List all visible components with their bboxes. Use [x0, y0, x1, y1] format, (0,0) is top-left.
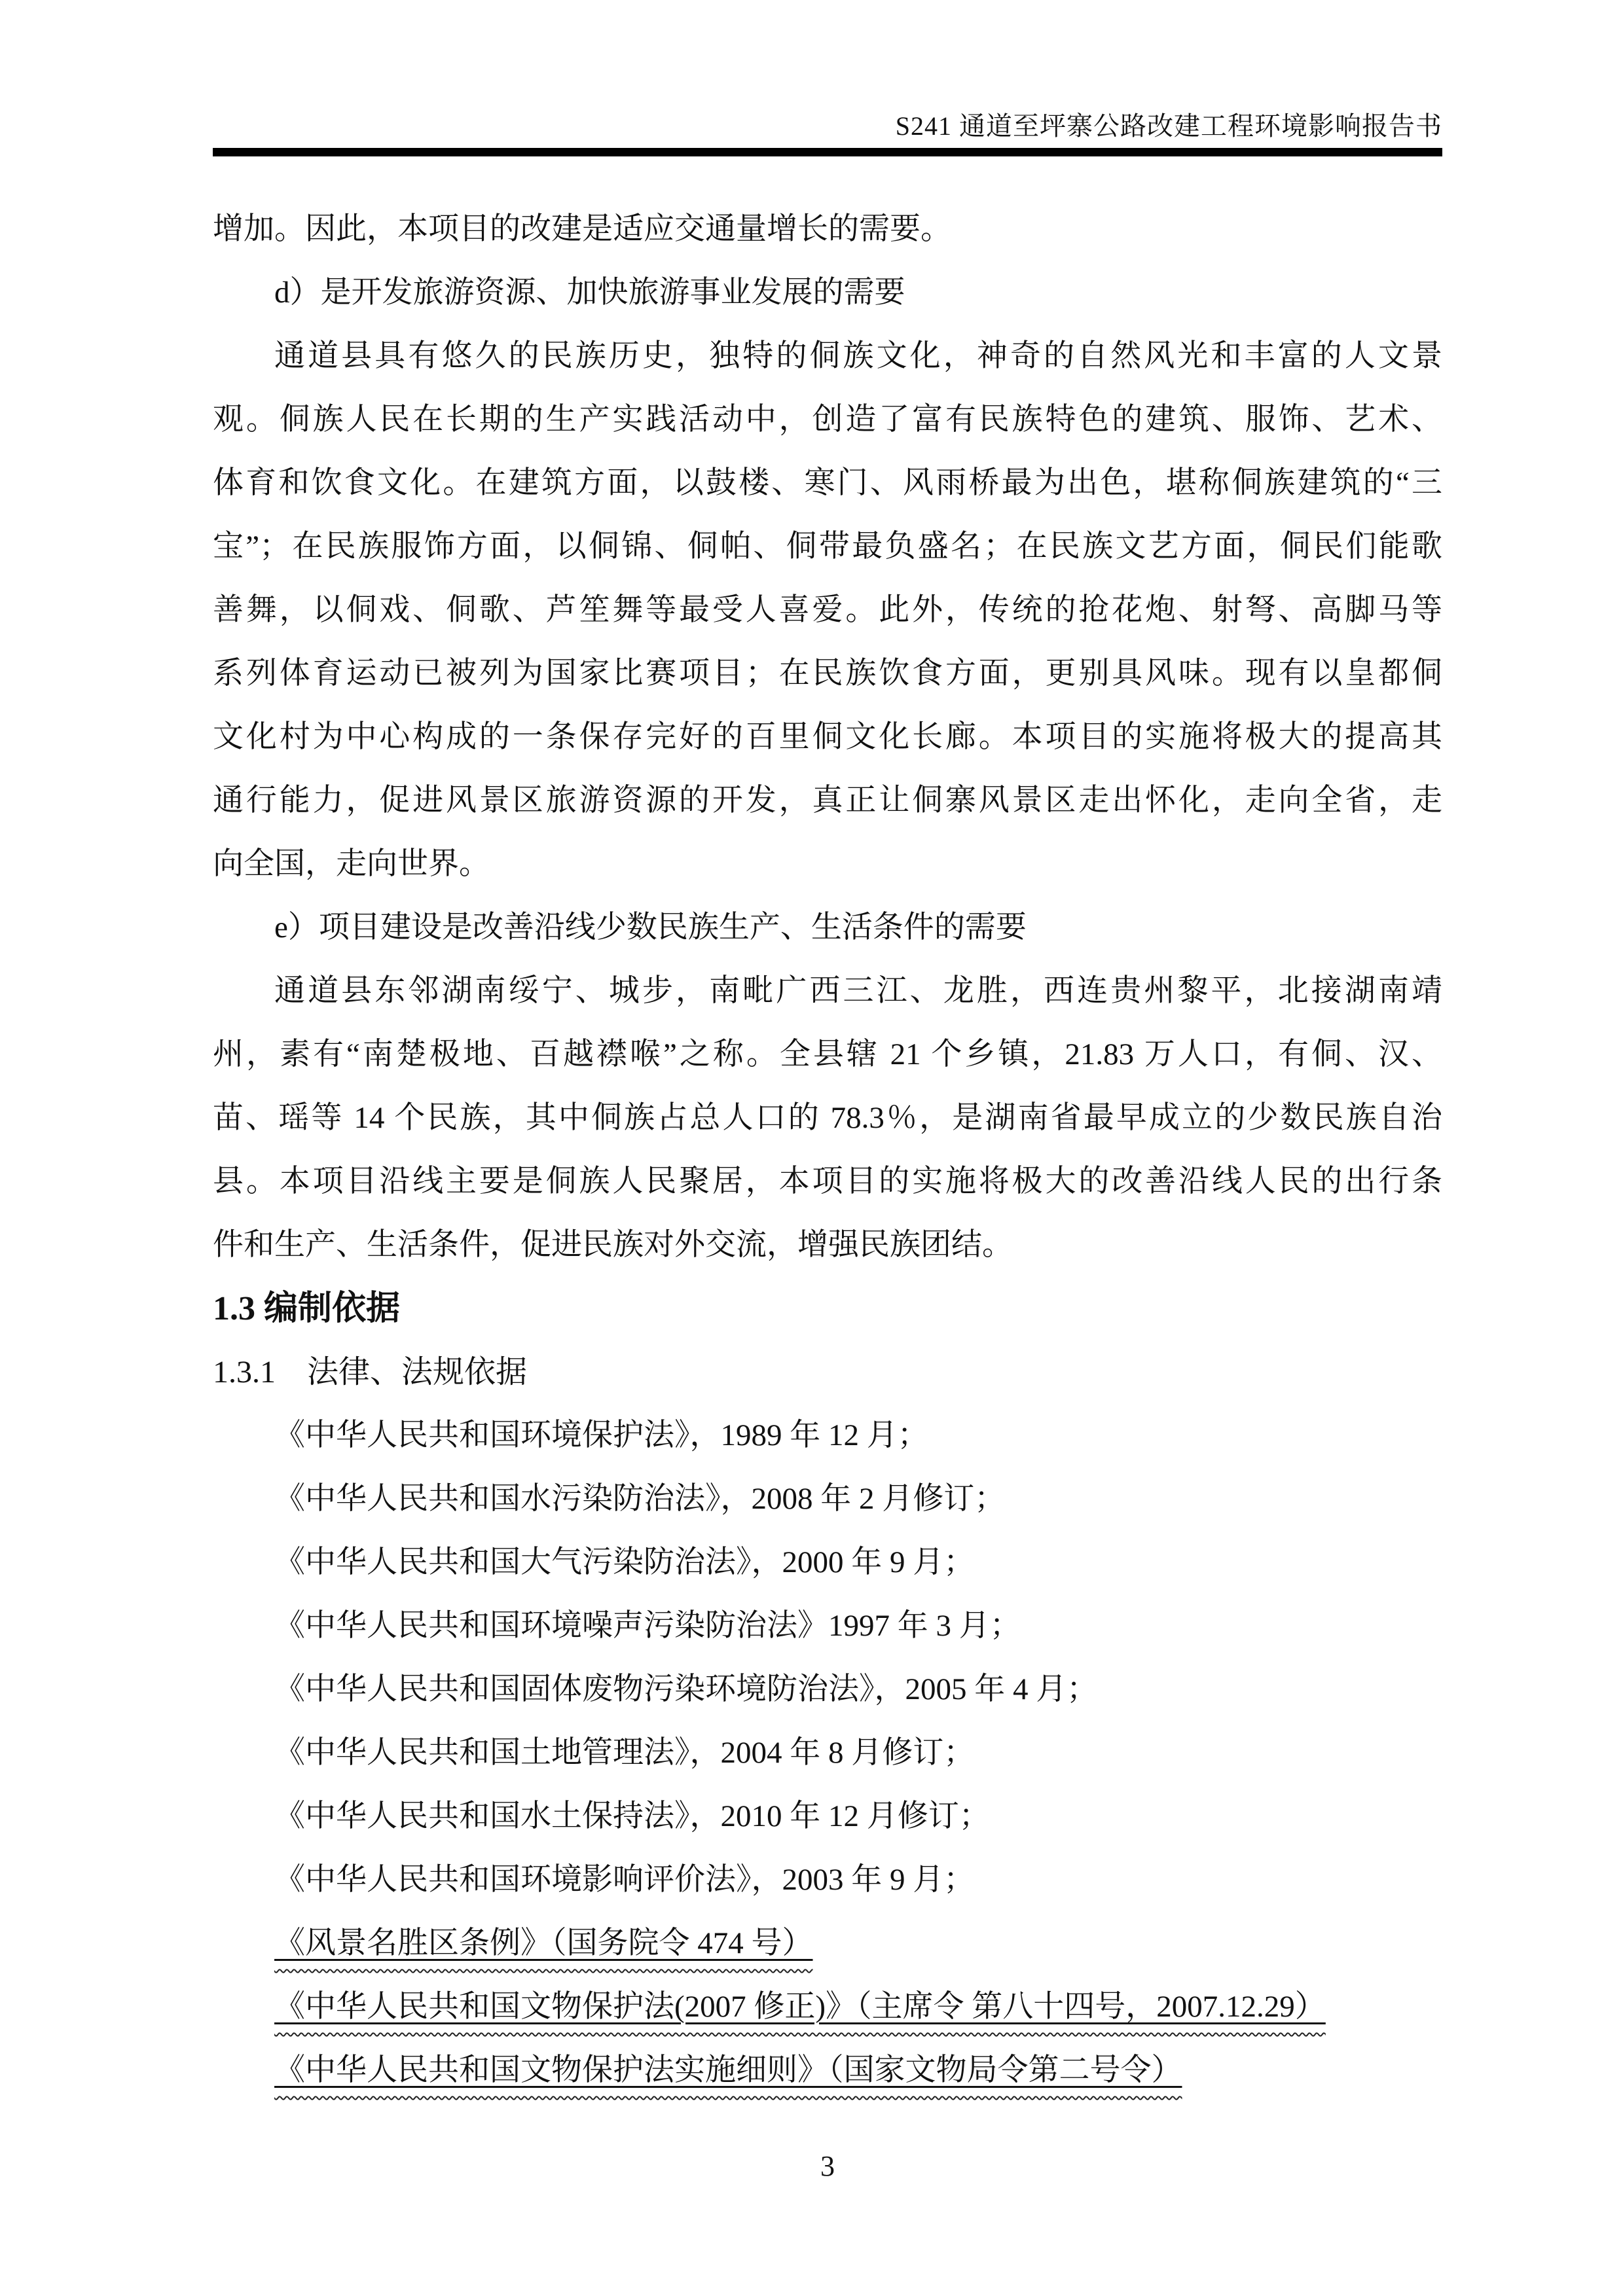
text-line: 《中华人民共和国土地管理法》，2004 年 8 月修订；	[274, 1736, 975, 1770]
text-line: 系列体育运动已被列为国家比赛项目；在民族饮食方面，更别具风味。现有以皇都侗	[213, 656, 1442, 691]
text-line: 《中华人民共和国环境噪声污染防治法》1997 年 3 月；	[274, 1609, 1021, 1643]
header-title: S241 通道至坪寨公路改建工程环境影响报告书	[895, 111, 1442, 141]
text-line: 观。侗族人民在长期的生产实践活动中，创造了富有民族特色的建筑、服饰、艺术、	[213, 403, 1442, 437]
underlined-text: 《中华人民共和国文物保护法实施细则》（国家文物局令第二号令）	[274, 2053, 1182, 2087]
document-body	[213, 198, 1442, 2102]
text-line: 增加。因此，本项目的改建是适应交通量增长的需要。	[213, 212, 951, 246]
text-line: 件和生产、生活条件，促进民族对外交流，增强民族团结。	[213, 1228, 1013, 1262]
text-line	[213, 2039, 1442, 2102]
text-line: 宝”；在民族服饰方面，以侗锦、侗帕、侗带最负盛名；在民族文艺方面，侗民们能歌	[213, 529, 1442, 564]
text-line: 通道县具有悠久的民族历史，独特的侗族文化，神奇的自然风光和丰富的人文景	[274, 339, 1442, 373]
text-line: 体育和饮食文化。在建筑方面，以鼓楼、寒门、风雨桥最为出色，堪称侗族建筑的“三	[213, 466, 1442, 500]
text-line: 通道县东邻湖南绥宁、城步，南毗广西三江、龙胜，西连贵州黎平，北接湖南靖	[274, 974, 1442, 1008]
section-heading: 1.3.1 法律、法规依据	[213, 1355, 528, 1390]
underlined-text: 《风景名胜区条例》（国务院令 474 号）	[274, 1926, 813, 1960]
text-line: d）是开发旅游资源、加快旅游事业发展的需要	[274, 276, 905, 310]
text-line: 《中华人民共和国环境影响评价法》，2003 年 9 月；	[274, 1863, 975, 1897]
text-line: 《中华人民共和国水土保持法》，2010 年 12 月修订；	[274, 1799, 990, 1833]
wavy-underline	[274, 1990, 1326, 2024]
header-rule	[213, 148, 1442, 156]
text-line: 县。本项目沿线主要是侗族人民聚居，本项目的实施将极大的改善沿线人民的出行条	[213, 1164, 1442, 1198]
text-line: 《中华人民共和国环境保护法》，1989 年 12 月；	[274, 1418, 928, 1452]
wavy-underline	[274, 2053, 1182, 2087]
text-line	[213, 1912, 1442, 1975]
text-line	[213, 1975, 1442, 2039]
text-line: 通行能力，促进风景区旅游资源的开发，真正让侗寨风景区走出怀化，走向全省，走	[213, 783, 1442, 817]
underlined-text: 《中华人民共和国文物保护法(2007 修正)》（主席令 第八十四号，2007.12.29）	[274, 1990, 1326, 2024]
wavy-underline	[274, 1926, 813, 1960]
page-number: 3	[820, 2150, 835, 2182]
text-line: 向全国，走向世界。	[213, 847, 490, 881]
text-line: 《中华人民共和国水污染防治法》，2008 年 2 月修订；	[274, 1482, 1006, 1516]
text-line: 善舞，以侗戏、侗歌、芦笙舞等最受人喜爱。此外，传统的抢花炮、射弩、高脚马等	[213, 593, 1442, 627]
text-line: 州，素有“南楚极地、百越襟喉”之称。全县辖 21 个乡镇，21.83 万人口，有侗、汉、	[213, 1037, 1442, 1071]
section-heading: 1.3 编制依据	[213, 1290, 401, 1327]
text-line: e）项目建设是改善沿线少数民族生产、生活条件的需要	[274, 910, 1027, 944]
text-line: 《中华人民共和国固体废物污染环境防治法》，2005 年 4 月；	[274, 1672, 1098, 1706]
text-line: 文化村为中心构成的一条保存完好的百里侗文化长廊。本项目的实施将极大的提高其	[213, 720, 1442, 754]
text-line: 《中华人民共和国大气污染防治法》，2000 年 9 月；	[274, 1545, 975, 1579]
text-line: 苗、瑶等 14 个民族，其中侗族占总人口的 78.3％，是湖南省最早成立的少数民族自治	[213, 1101, 1442, 1135]
